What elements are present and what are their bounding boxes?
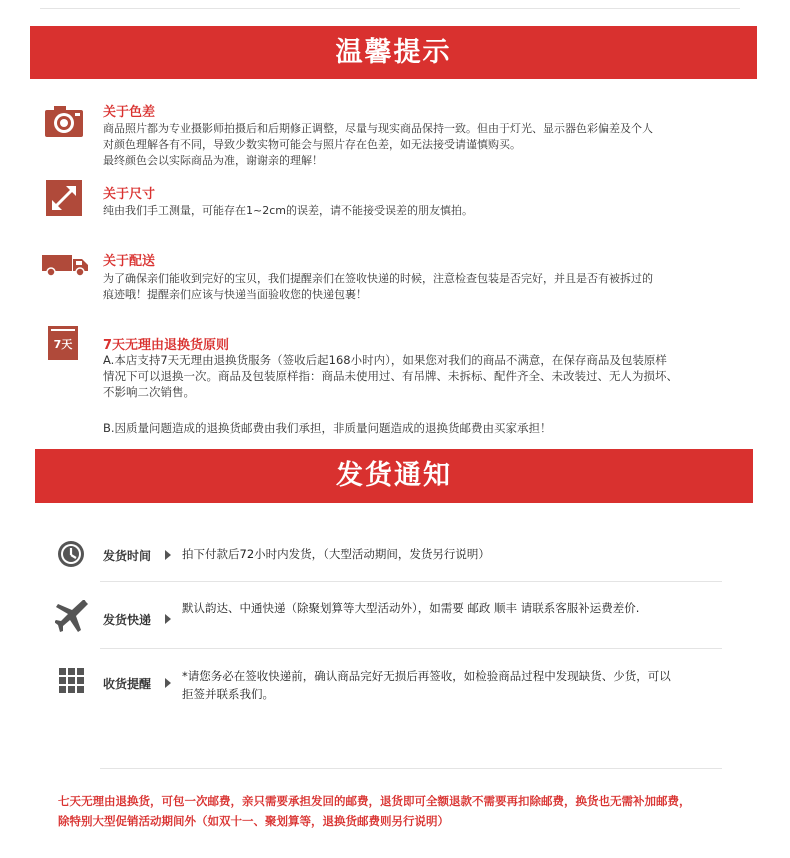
row-divider xyxy=(100,581,722,582)
row-divider xyxy=(100,768,722,769)
body-line: 痕迹哦！提醒亲们应该与快递当面验收您的快递包裹！ xyxy=(103,288,367,301)
section-title-return: 7天无理由退换货原则 xyxy=(103,338,230,353)
body-line: 对颜色理解各有不同，导致少数实物可能会与照片存在色差，如无法接受请谨慎购买。 xyxy=(103,138,521,151)
section-title-delivery: 关于配送 xyxy=(103,254,156,269)
seven-day-icon-text: 7天 xyxy=(53,338,73,351)
body-line: 不影响二次销售。 xyxy=(103,385,195,399)
notice-banner xyxy=(30,26,757,79)
body-line: 最终颜色会以实际商品为准，谢谢亲的理解！ xyxy=(103,154,323,167)
ship-text-reminder xyxy=(182,667,742,703)
ship-label-courier: 发货快递 xyxy=(103,613,152,627)
section-body-delivery xyxy=(103,271,743,303)
grid-icon xyxy=(59,668,85,694)
resize-arrow-icon xyxy=(46,180,82,216)
section-title-color: 关于色差 xyxy=(103,105,156,120)
chevron-right-icon xyxy=(165,550,171,560)
section-body-color xyxy=(103,121,743,169)
ship-line: 拒签并联系我们。 xyxy=(182,687,274,701)
ship-label-time: 发货时间 xyxy=(103,549,152,563)
section-body-size xyxy=(103,203,743,219)
ship-text-time xyxy=(182,545,742,563)
body-line: 为了确保亲们能收到完好的宝贝，我们提醒亲们在签收快递的时候，注意检查包装是否完好，并且是否有被拆过的 xyxy=(103,272,653,285)
body-line: 纯由我们手工测量，可能存在1~2cm的误差，请不能接受误差的朋友慎拍。 xyxy=(103,204,473,217)
shipping-banner-title: 发货通知 xyxy=(336,460,452,491)
body-line: 商品照片都为专业摄影师拍摄后和后期修正调整，尽量与现实商品保持一致。但由于灯光、显示器色彩偏差及个人 xyxy=(103,122,653,135)
top-divider xyxy=(40,8,740,9)
body-line xyxy=(103,400,743,416)
row-divider xyxy=(100,648,722,649)
notice-banner-title: 温馨提示 xyxy=(335,37,452,68)
ship-line: 拍下付款后72小时内发货，（大型活动期间，发货另行说明） xyxy=(182,547,490,561)
ship-line: *请您务必在签收快递前，确认商品完好无损后再签收，如检验商品过程中发现缺货、少货，可以 xyxy=(182,669,671,683)
airplane-icon xyxy=(55,600,89,632)
ship-text-courier xyxy=(182,599,742,617)
chevron-right-icon xyxy=(165,678,171,688)
camera-icon xyxy=(44,104,84,138)
body-line: 情况下可以退换一次。商品及包装原样指：商品未使用过、有吊牌、未拆标、配件齐全、未改装过、无人为损坏、 xyxy=(103,369,678,383)
seven-day-calendar-icon xyxy=(48,326,78,360)
ship-label-reminder: 收货提醒 xyxy=(103,677,152,691)
body-line: A.本店支持7天无理由退换货服务（签收后起168小时内），如果您对我们的商品不满意，在保存商品及包装原样 xyxy=(103,353,667,367)
section-title-size: 关于尺寸 xyxy=(103,187,156,202)
ship-line: 默认韵达、中通快递（除聚划算等大型活动外），如需要 邮政 顺丰 请联系客服补运费差价. xyxy=(182,601,640,615)
truck-icon xyxy=(42,253,88,277)
footer-notice xyxy=(58,791,748,831)
body-line: B.因质量问题造成的退换货邮费由我们承担，非质量问题造成的退换货邮费由买家承担！ xyxy=(103,421,552,435)
shipping-banner xyxy=(35,449,753,503)
section-body-return xyxy=(103,352,743,436)
clock-icon xyxy=(57,540,85,568)
footer-line: 除特别大型促销活动期间外（如双十一、聚划算等，退换货邮费则另行说明） xyxy=(58,814,449,828)
footer-line: 七天无理由退换货，可包一次邮费，亲只需要承担发回的邮费，退货即可全额退款不需要再扣除邮费，换货也无需补加邮费， xyxy=(58,794,691,808)
chevron-right-icon xyxy=(165,614,171,624)
